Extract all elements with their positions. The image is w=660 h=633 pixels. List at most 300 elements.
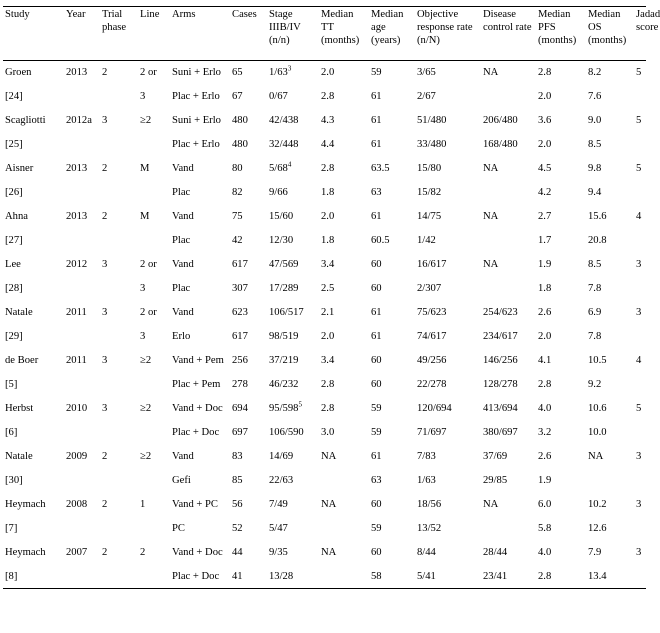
year-cell xyxy=(64,541,100,565)
year-cell xyxy=(64,253,100,277)
pfs-cell-text: 1.7 xyxy=(538,235,552,246)
tt-cell xyxy=(319,205,369,229)
year-cell xyxy=(64,109,100,133)
jadad-cell xyxy=(634,157,646,181)
phase-cell xyxy=(100,181,138,205)
tt-cell-text: 2.0 xyxy=(321,211,335,222)
study-cell-text: [5] xyxy=(5,379,18,390)
age-cell-text: 61 xyxy=(371,451,382,462)
cases-cell xyxy=(230,421,267,445)
jadad-cell xyxy=(634,229,646,253)
os-cell xyxy=(586,349,634,373)
study-cell-text: Groen xyxy=(5,67,32,79)
column-header-label: Jadad score xyxy=(636,9,660,33)
os-cell xyxy=(586,325,634,349)
arm-cell-text: Vand + Doc xyxy=(172,547,223,558)
line-cell xyxy=(138,397,170,421)
os-cell-text: 12.6 xyxy=(588,523,607,534)
orr-cell xyxy=(415,205,481,229)
pfs-cell xyxy=(536,205,586,229)
phase-cell xyxy=(100,277,138,301)
age-cell xyxy=(369,517,415,541)
arm-cell-text: Vand + Doc xyxy=(172,403,223,414)
pfs-cell-text: 3.2 xyxy=(538,427,552,438)
line-cell xyxy=(138,61,170,85)
study-cell-text: Natale xyxy=(5,307,33,318)
dcr-cell-text: NA xyxy=(483,163,499,174)
pfs-cell xyxy=(536,373,586,397)
jadad-cell-text: 4 xyxy=(636,211,642,222)
age-cell-text: 61 xyxy=(371,91,382,102)
tt-cell xyxy=(319,373,369,397)
line-cell-text: 3 xyxy=(140,91,146,102)
cases-cell xyxy=(230,397,267,421)
line-cell xyxy=(138,205,170,229)
age-cell-text: 60 xyxy=(371,355,382,366)
footnote-marker: 4 xyxy=(287,160,292,169)
age-cell-text: 60 xyxy=(371,547,382,558)
arm-cell xyxy=(170,229,230,253)
jadad-cell xyxy=(634,541,646,565)
column-header xyxy=(586,7,634,61)
dcr-cell xyxy=(481,157,536,181)
year-cell xyxy=(64,349,100,373)
jadad-cell xyxy=(634,565,646,589)
cases-cell xyxy=(230,541,267,565)
cases-cell-text: 697 xyxy=(232,427,248,438)
year-cell xyxy=(64,469,100,493)
line-cell xyxy=(138,301,170,325)
line-cell xyxy=(138,421,170,445)
phase-cell xyxy=(100,157,138,181)
orr-cell xyxy=(415,541,481,565)
pfs-cell xyxy=(536,421,586,445)
age-cell xyxy=(369,61,415,85)
dcr-cell xyxy=(481,445,536,469)
pfs-cell xyxy=(536,277,586,301)
dcr-cell xyxy=(481,277,536,301)
tt-cell xyxy=(319,493,369,517)
phase-cell xyxy=(100,421,138,445)
column-header xyxy=(3,7,64,61)
year-cell xyxy=(64,325,100,349)
orr-cell-text: 75/623 xyxy=(417,307,447,318)
column-header xyxy=(230,7,267,61)
dcr-cell-text: 254/623 xyxy=(483,307,518,318)
arm-cell-text: Plac + Erlo xyxy=(172,139,220,150)
age-cell xyxy=(369,469,415,493)
pfs-cell xyxy=(536,349,586,373)
cases-cell xyxy=(230,133,267,157)
pfs-cell xyxy=(536,493,586,517)
pfs-cell xyxy=(536,469,586,493)
stage-cell xyxy=(267,85,319,109)
column-header xyxy=(267,7,319,61)
column-header-label: Stage IIIB/IV (n/n) xyxy=(269,9,301,46)
footnote-marker: 3 xyxy=(287,64,292,73)
jadad-cell-text: 3 xyxy=(636,547,642,558)
arm-cell xyxy=(170,61,230,85)
age-cell-text: 59 xyxy=(371,403,382,414)
stage-cell-text: 7/49 xyxy=(269,499,288,510)
study-cell-text: Scagliotti xyxy=(5,115,46,126)
os-cell-text: 10.2 xyxy=(588,499,607,510)
pfs-cell-text: 2.8 xyxy=(538,67,552,79)
dcr-cell-text: NA xyxy=(483,499,499,510)
study-cell-text: de Boer xyxy=(5,355,39,366)
study-cell xyxy=(3,229,64,253)
arm-cell xyxy=(170,373,230,397)
pfs-cell xyxy=(536,301,586,325)
line-cell-text: 2 or xyxy=(140,307,157,318)
jadad-cell xyxy=(634,373,646,397)
arm-cell xyxy=(170,349,230,373)
cases-cell-text: 56 xyxy=(232,499,243,510)
pfs-cell xyxy=(536,445,586,469)
line-cell xyxy=(138,277,170,301)
study-cell-text: [25] xyxy=(5,139,23,150)
arm-cell-text: Suni + Erlo xyxy=(172,67,221,79)
arm-cell xyxy=(170,397,230,421)
table-row xyxy=(3,349,646,373)
tt-cell-text: 2.8 xyxy=(321,91,335,102)
phase-cell-text: 2 xyxy=(102,67,108,79)
line-cell-text: ≥2 xyxy=(140,355,152,366)
study-cell-text: Heymach xyxy=(5,547,46,558)
tt-cell xyxy=(319,109,369,133)
study-cell xyxy=(3,277,64,301)
stage-cell xyxy=(267,277,319,301)
study-cell-text: [27] xyxy=(5,235,23,246)
cases-cell xyxy=(230,373,267,397)
pfs-cell-text: 4.2 xyxy=(538,187,552,198)
tt-cell-text: NA xyxy=(321,451,337,462)
phase-cell xyxy=(100,253,138,277)
jadad-cell xyxy=(634,253,646,277)
phase-cell-text: 2 xyxy=(102,451,108,462)
dcr-cell xyxy=(481,301,536,325)
arm-cell-text: Vand xyxy=(172,163,194,174)
cases-cell-text: 278 xyxy=(232,379,248,390)
os-cell xyxy=(586,493,634,517)
os-cell-text: 15.6 xyxy=(588,211,607,222)
tt-cell-text: 1.8 xyxy=(321,235,335,246)
table-row xyxy=(3,397,646,421)
table-row xyxy=(3,541,646,565)
cases-cell xyxy=(230,493,267,517)
arm-cell xyxy=(170,301,230,325)
cases-cell-text: 44 xyxy=(232,547,243,558)
table-row xyxy=(3,109,646,133)
study-cell xyxy=(3,469,64,493)
orr-cell xyxy=(415,421,481,445)
orr-cell-text: 18/56 xyxy=(417,499,442,510)
dcr-cell xyxy=(481,181,536,205)
cases-cell xyxy=(230,109,267,133)
orr-cell xyxy=(415,373,481,397)
jadad-cell-text: 3 xyxy=(636,307,642,318)
pfs-cell-text: 2.8 xyxy=(538,379,552,390)
cases-cell xyxy=(230,85,267,109)
line-cell xyxy=(138,85,170,109)
os-cell xyxy=(586,301,634,325)
column-header-label: Median age (years) xyxy=(371,9,404,46)
age-cell-text: 58 xyxy=(371,570,382,582)
pfs-cell-text: 4.5 xyxy=(538,163,552,174)
study-cell xyxy=(3,421,64,445)
year-cell xyxy=(64,517,100,541)
study-cell-text: Natale xyxy=(5,451,33,462)
phase-cell xyxy=(100,133,138,157)
line-cell xyxy=(138,133,170,157)
os-cell-text: 10.5 xyxy=(588,355,607,366)
dcr-cell xyxy=(481,133,536,157)
study-cell-text: [7] xyxy=(5,523,18,534)
orr-cell xyxy=(415,229,481,253)
pfs-cell xyxy=(536,541,586,565)
dcr-cell xyxy=(481,517,536,541)
orr-cell xyxy=(415,157,481,181)
age-cell xyxy=(369,205,415,229)
dcr-cell xyxy=(481,229,536,253)
study-cell xyxy=(3,325,64,349)
orr-cell-text: 33/480 xyxy=(417,139,447,150)
cases-cell xyxy=(230,349,267,373)
dcr-cell-text: 128/278 xyxy=(483,379,518,390)
os-cell xyxy=(586,421,634,445)
trials-table xyxy=(3,6,660,589)
orr-cell-text: 14/75 xyxy=(417,211,442,222)
year-cell xyxy=(64,133,100,157)
pfs-cell xyxy=(536,109,586,133)
phase-cell xyxy=(100,109,138,133)
orr-cell xyxy=(415,85,481,109)
arm-cell xyxy=(170,253,230,277)
orr-cell-text: 22/278 xyxy=(417,379,447,390)
orr-cell-text: 15/82 xyxy=(417,187,442,198)
age-cell-text: 59 xyxy=(371,523,382,534)
phase-cell-text: 2 xyxy=(102,499,108,510)
phase-cell xyxy=(100,493,138,517)
column-header xyxy=(634,7,660,61)
age-cell-text: 63.5 xyxy=(371,163,390,174)
pfs-cell xyxy=(536,565,586,589)
dcr-cell-text: NA xyxy=(483,67,499,79)
orr-cell xyxy=(415,109,481,133)
header-row xyxy=(3,7,646,61)
phase-cell-text: 3 xyxy=(102,403,108,414)
table-row xyxy=(3,373,646,397)
study-cell xyxy=(3,301,64,325)
arm-cell xyxy=(170,469,230,493)
os-cell xyxy=(586,229,634,253)
jadad-cell xyxy=(634,181,646,205)
year-cell xyxy=(64,61,100,85)
arm-cell xyxy=(170,541,230,565)
table-row xyxy=(3,445,646,469)
table-row xyxy=(3,469,646,493)
orr-cell xyxy=(415,277,481,301)
arm-cell-text: Plac + Erlo xyxy=(172,91,220,102)
jadad-cell-text: 5 xyxy=(636,403,642,414)
arm-cell xyxy=(170,517,230,541)
tt-cell-text: 2.8 xyxy=(321,379,335,390)
study-cell xyxy=(3,133,64,157)
tt-cell-text: 3.4 xyxy=(321,259,335,270)
line-cell xyxy=(138,373,170,397)
age-cell xyxy=(369,253,415,277)
table-row xyxy=(3,85,646,109)
year-cell xyxy=(64,421,100,445)
arm-cell xyxy=(170,133,230,157)
stage-cell xyxy=(267,253,319,277)
stage-cell xyxy=(267,421,319,445)
orr-cell xyxy=(415,517,481,541)
year-cell-text: 2013 xyxy=(66,211,88,222)
study-cell xyxy=(3,397,64,421)
stage-cell xyxy=(267,517,319,541)
age-cell-text: 63 xyxy=(371,187,382,198)
stage-cell xyxy=(267,205,319,229)
year-cell xyxy=(64,493,100,517)
year-cell-text: 2008 xyxy=(66,499,88,510)
tt-cell xyxy=(319,325,369,349)
cases-cell-text: 480 xyxy=(232,139,248,150)
line-cell-text: 2 or xyxy=(140,259,157,270)
table-row xyxy=(3,133,646,157)
orr-cell xyxy=(415,493,481,517)
jadad-cell-text: 4 xyxy=(636,355,642,366)
arm-cell xyxy=(170,325,230,349)
phase-cell-text: 3 xyxy=(102,259,108,270)
tt-cell xyxy=(319,181,369,205)
age-cell-text: 61 xyxy=(371,331,382,342)
study-cell xyxy=(3,493,64,517)
os-cell-text: 7.8 xyxy=(588,283,602,294)
line-cell xyxy=(138,445,170,469)
stage-cell-text: 15/60 xyxy=(269,211,294,222)
age-cell xyxy=(369,373,415,397)
dcr-cell xyxy=(481,109,536,133)
orr-cell xyxy=(415,181,481,205)
arm-cell xyxy=(170,445,230,469)
age-cell xyxy=(369,133,415,157)
study-cell-text: Herbst xyxy=(5,403,34,414)
age-cell xyxy=(369,277,415,301)
column-header-label: Arms xyxy=(172,9,196,20)
pfs-cell-text: 2.0 xyxy=(538,139,552,150)
stage-cell xyxy=(267,445,319,469)
cases-cell xyxy=(230,181,267,205)
phase-cell xyxy=(100,397,138,421)
study-cell-text: Lee xyxy=(5,259,21,270)
line-cell-text: ≥2 xyxy=(140,451,152,462)
age-cell-text: 60 xyxy=(371,259,382,270)
stage-cell xyxy=(267,349,319,373)
phase-cell-text: 2 xyxy=(102,163,108,174)
cases-cell xyxy=(230,469,267,493)
phase-cell xyxy=(100,85,138,109)
tt-cell-text: 2.0 xyxy=(321,331,335,342)
phase-cell xyxy=(100,61,138,85)
line-cell xyxy=(138,517,170,541)
arm-cell xyxy=(170,109,230,133)
age-cell-text: 60.5 xyxy=(371,235,390,246)
orr-cell-text: 74/617 xyxy=(417,331,447,342)
pfs-cell-text: 6.0 xyxy=(538,499,552,510)
orr-cell xyxy=(415,301,481,325)
tt-cell-text: 1.8 xyxy=(321,187,335,198)
dcr-cell xyxy=(481,61,536,85)
dcr-cell xyxy=(481,253,536,277)
year-cell-text: 2012 xyxy=(66,259,88,270)
year-cell xyxy=(64,445,100,469)
dcr-cell-text: 28/44 xyxy=(483,547,508,558)
os-cell-text: 8.2 xyxy=(588,67,602,79)
jadad-cell-text: 5 xyxy=(636,163,642,174)
age-cell xyxy=(369,325,415,349)
year-cell-text: 2013 xyxy=(66,163,88,174)
year-cell xyxy=(64,301,100,325)
arm-cell xyxy=(170,181,230,205)
tt-cell xyxy=(319,253,369,277)
phase-cell xyxy=(100,229,138,253)
column-header-label: Cases xyxy=(232,9,257,20)
cases-cell xyxy=(230,229,267,253)
jadad-cell xyxy=(634,277,646,301)
os-cell xyxy=(586,253,634,277)
column-header xyxy=(319,7,369,61)
arm-cell xyxy=(170,157,230,181)
phase-cell-text: 3 xyxy=(102,355,108,366)
pfs-cell xyxy=(536,517,586,541)
dcr-cell-text: 29/85 xyxy=(483,475,508,486)
tt-cell-text: 2.8 xyxy=(321,403,335,414)
line-cell-text: 3 xyxy=(140,331,146,342)
line-cell xyxy=(138,325,170,349)
phase-cell xyxy=(100,301,138,325)
pfs-cell-text: 2.0 xyxy=(538,91,552,102)
dcr-cell xyxy=(481,349,536,373)
table-row xyxy=(3,277,646,301)
orr-cell-text: 120/694 xyxy=(417,403,452,414)
arm-cell-text: Plac + Doc xyxy=(172,570,220,582)
age-cell xyxy=(369,541,415,565)
tt-cell-text: 3.4 xyxy=(321,355,335,366)
pfs-cell-text: 1.9 xyxy=(538,475,552,486)
line-cell xyxy=(138,109,170,133)
pfs-cell-text: 4.0 xyxy=(538,547,552,558)
cases-cell-text: 480 xyxy=(232,115,248,126)
jadad-cell-text: 3 xyxy=(636,499,642,510)
pfs-cell xyxy=(536,85,586,109)
year-cell xyxy=(64,205,100,229)
table-row xyxy=(3,157,646,181)
os-cell-text: 7.6 xyxy=(588,91,602,102)
table-row xyxy=(3,325,646,349)
phase-cell xyxy=(100,349,138,373)
os-cell xyxy=(586,277,634,301)
arm-cell-text: Vand xyxy=(172,307,194,318)
dcr-cell-text: 146/256 xyxy=(483,355,518,366)
pfs-cell-text: 2.6 xyxy=(538,451,552,462)
os-cell xyxy=(586,541,634,565)
line-cell-text: 2 xyxy=(140,547,146,558)
cases-cell xyxy=(230,277,267,301)
os-cell-text: 9.2 xyxy=(588,379,602,390)
column-header xyxy=(481,7,536,61)
age-cell-text: 61 xyxy=(371,115,382,126)
